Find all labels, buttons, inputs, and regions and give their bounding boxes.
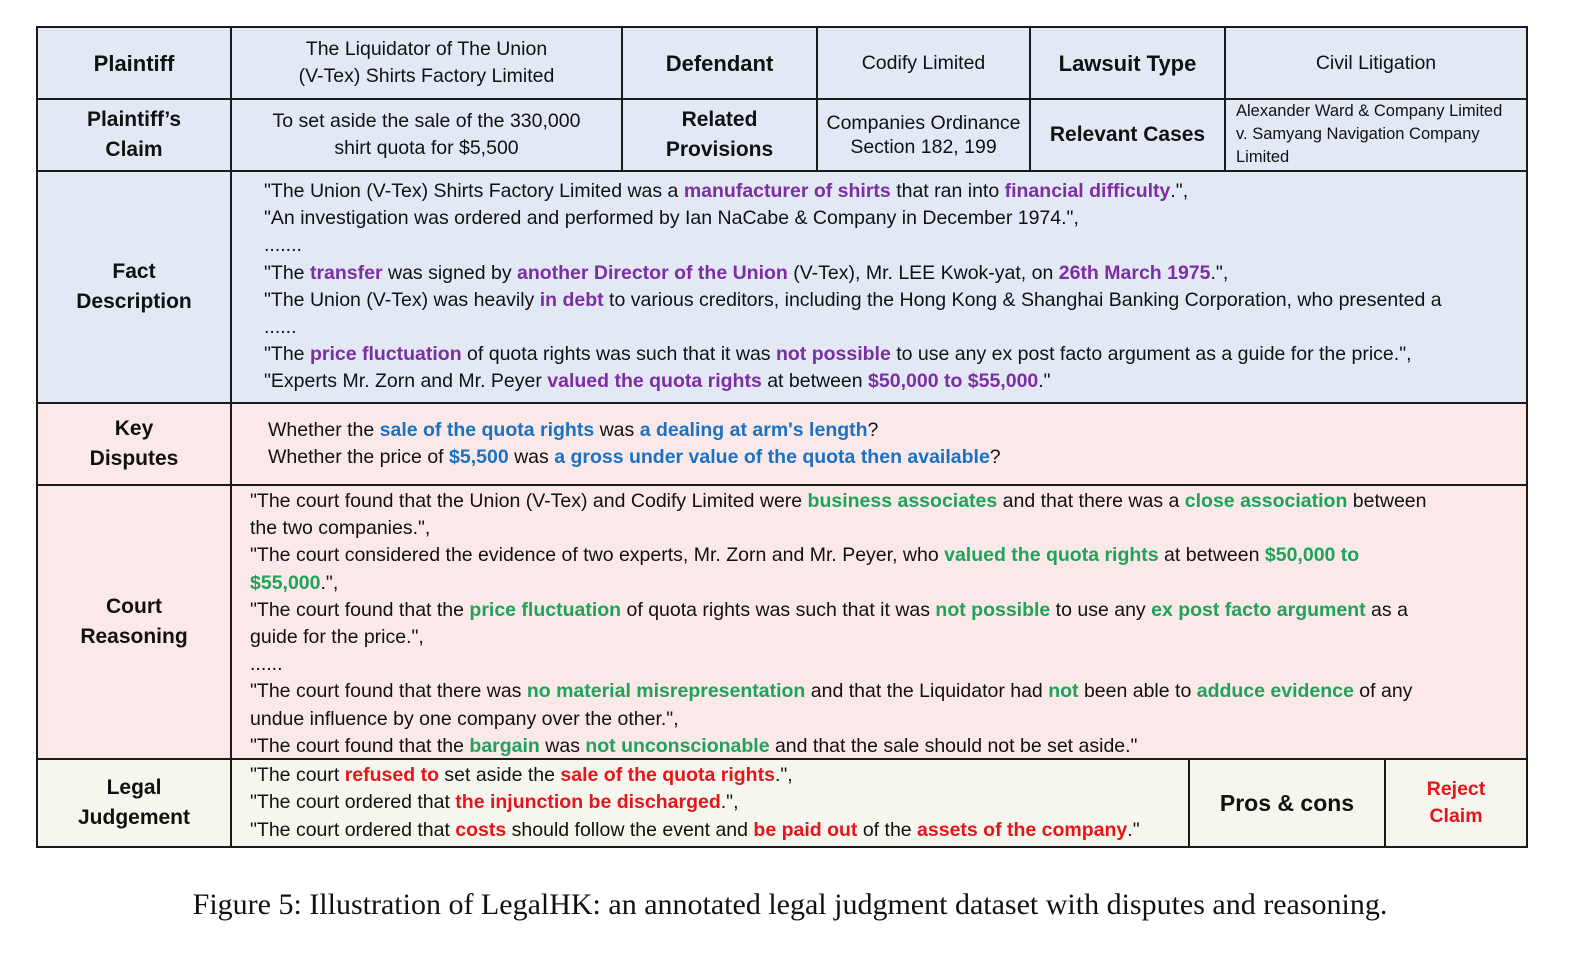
plaintiff-label: Plaintiff [93, 50, 175, 76]
reasoning-ellipsis: ...... [250, 653, 283, 676]
reasoning-label-line1: Court [106, 595, 162, 618]
lawsuit-type-value-cell [1226, 28, 1526, 100]
court-reasoning-cell [232, 486, 1526, 760]
claim-value-line1: To set aside the sale of the 330,000 [272, 110, 581, 132]
fact-line: "The Union (V-Tex) was heavily in debt to various creditors, including the Hong Kong & Shanghai Banking Corporation, who presented a [264, 288, 1442, 311]
provisions-value-line1: Companies Ordinance [826, 112, 1021, 134]
fact-line: "Experts Mr. Zorn and Mr. Peyer valued the quota rights at between $50,000 to $55,000." [264, 370, 1051, 393]
fact-line: "The price fluctuation of quota rights was such that it was not possible to use any ex post facto argument as a guide for the price.", [264, 343, 1412, 366]
plaintiff-value-line2: (V-Tex) Shirts Factory Limited [298, 65, 555, 87]
claim-value-line2: shirt quota for $5,500 [334, 137, 519, 159]
pros-cons-label: Pros & cons [1219, 789, 1355, 816]
reasoning-line: "The court considered the evidence of two experts, Mr. Zorn and Mr. Peyer, who valued the quota rights at between $50,000 to [250, 544, 1360, 567]
fact-label-cell [38, 172, 232, 404]
fact-description-cell [232, 172, 1526, 404]
defendant-value: Codify Limited [861, 51, 986, 74]
reasoning-label-line2: Reasoning [80, 625, 188, 648]
relevant-cases-value-cell [1226, 100, 1526, 172]
key-disputes-cell [232, 404, 1526, 486]
plaintiff-value-line1: The Liquidator of The Union [305, 38, 548, 60]
judgement-line: "The court refused to set aside the sale of the quota rights.", [250, 764, 793, 787]
disputes-label-line2: Disputes [89, 447, 179, 470]
result-cell [1386, 760, 1526, 846]
fact-line: "The Union (V-Tex) Shirts Factory Limited was a manufacturer of shirts that ran into financial difficulty.", [264, 180, 1189, 202]
lawsuit-type-value: Civil Litigation [1315, 51, 1437, 74]
disputes-label-cell [38, 404, 232, 486]
reasoning-line: "The court found that the bargain was not unconscionable and that the sale should not be set aside." [250, 734, 1138, 757]
claim-label-cell [38, 100, 232, 172]
judgement-label-line2: Judgement [77, 806, 190, 829]
reasoning-line: "The court found that the Union (V-Tex) and Codify Limited were business associates and that there was a close association between [250, 490, 1427, 512]
result-line1: Reject [1426, 778, 1486, 800]
dispute-line: Whether the price of $5,500 was a gross under value of the quota then available? [268, 446, 1001, 468]
provisions-value-line2: Section 182, 199 [850, 136, 997, 158]
judgement-line: "The court ordered that the injunction be discharged.", [250, 791, 739, 814]
fact-label-line2: Description [76, 290, 192, 313]
relevant-cases-line3: Limited [1236, 148, 1290, 166]
defendant-value-cell [818, 28, 1031, 100]
claim-label-line1: Plaintiff’s [86, 108, 182, 131]
legal-judgement-text [250, 762, 1140, 844]
relevant-cases-label-cell [1031, 100, 1226, 172]
result-line2: Claim [1429, 805, 1483, 827]
reasoning-line: "The court found that there was no material misrepresentation and that the Liquidator had not been able to adduce evidence of any [250, 680, 1413, 703]
reasoning-label-cell [38, 486, 232, 760]
relevant-cases-line1: Alexander Ward & Company Limited [1236, 102, 1503, 120]
lawsuit-type-label-cell [1031, 28, 1226, 100]
pros-cons-cell [1190, 760, 1386, 846]
claim-label-line2: Claim [105, 138, 163, 161]
provisions-value-cell [818, 100, 1031, 172]
legal-judgement-cell [232, 760, 1190, 846]
relevant-cases-line2: v. Samyang Navigation Company [1236, 125, 1480, 143]
defendant-label-cell [623, 28, 818, 100]
plaintiff-value-cell [232, 28, 623, 100]
fact-line: "An investigation was ordered and performed by Ian NaCabe & Company in December 1974.", [264, 207, 1079, 230]
legal-case-table [36, 26, 1528, 848]
reasoning-line: the two companies.", [250, 517, 431, 540]
fact-label-line1: Fact [112, 260, 156, 283]
judgement-label-cell [38, 760, 232, 846]
provisions-label-line1: Related [681, 108, 758, 131]
fact-description-text [264, 178, 1442, 396]
fact-ellipsis: ....... [264, 234, 302, 257]
disputes-label-line1: Key [114, 417, 154, 440]
provisions-label-line2: Provisions [665, 138, 774, 161]
key-disputes-text [268, 417, 1001, 471]
judgement-label-line1: Legal [106, 776, 162, 799]
court-reasoning-text [250, 488, 1427, 760]
reasoning-line: guide for the price.", [250, 626, 424, 649]
fact-line: "The transfer was signed by another Director of the Union (V-Tex), Mr. LEE Kwok-yat, on 26th March 1975.", [264, 261, 1229, 284]
defendant-label: Defendant [665, 50, 774, 76]
figure-caption: Figure 5: Illustration of LegalHK: an annotated legal judgment dataset with disputes and reasoning. [192, 888, 1388, 921]
claim-value-cell [232, 100, 623, 172]
reasoning-line: "The court found that the price fluctuation of quota rights was such that it was not possible to use any ex post facto argument as a [250, 598, 1408, 621]
judgement-line: "The court ordered that costs should follow the event and be paid out of the assets of the company." [250, 818, 1140, 841]
plaintiff-label-cell [38, 28, 232, 100]
reasoning-line: $55,000.", [250, 571, 339, 594]
relevant-cases-label: Relevant Cases [1049, 123, 1206, 146]
reasoning-line: undue influence by one company over the other.", [250, 707, 679, 730]
dispute-line: Whether the sale of the quota rights was a dealing at arm's length? [268, 418, 879, 441]
fact-ellipsis: ...... [264, 316, 297, 339]
provisions-label-cell [623, 100, 818, 172]
lawsuit-type-label: Lawsuit Type [1058, 50, 1197, 76]
